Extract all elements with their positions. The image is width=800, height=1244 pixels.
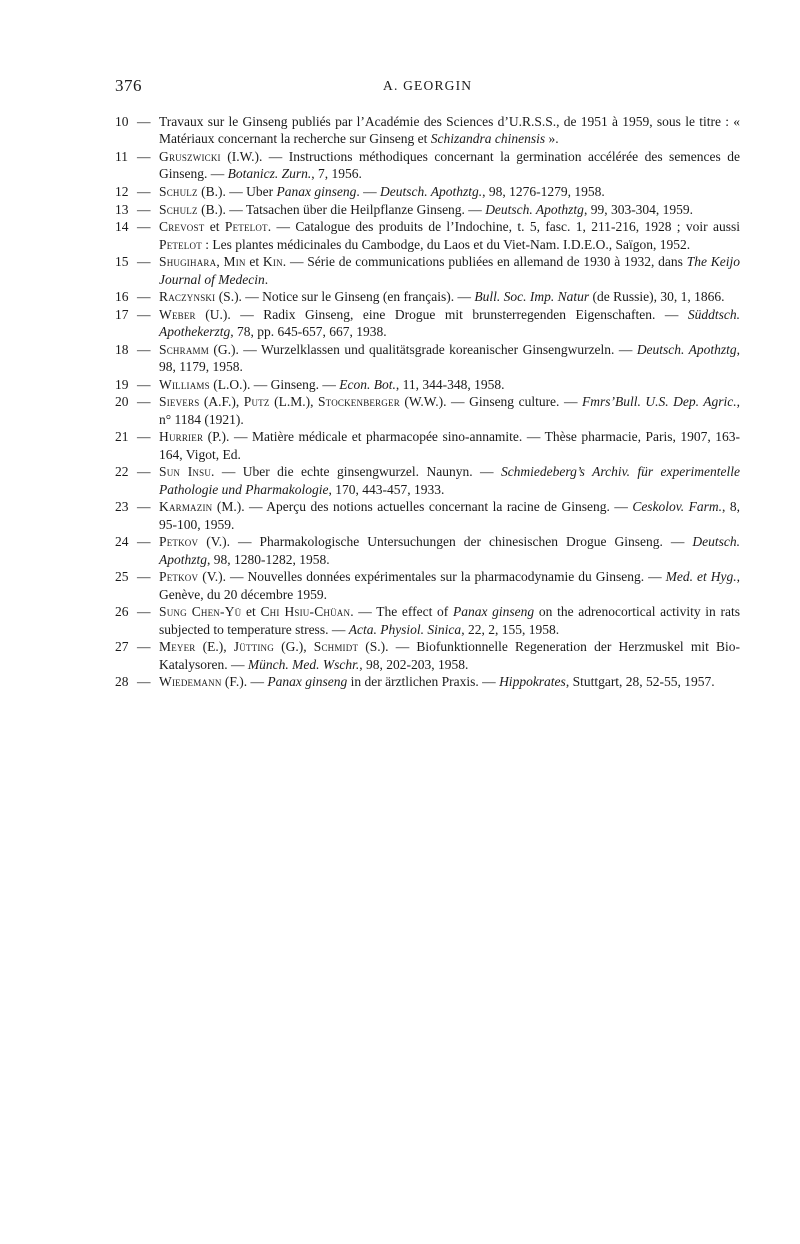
reference-text: Williams (L.O.). — Ginseng. — Econ. Bot., 11, 344-348, 1958.	[159, 376, 505, 392]
reference-entry	[115, 376, 740, 393]
reference-dash: —	[137, 499, 151, 515]
reference-entry	[115, 603, 740, 638]
reference-dash: —	[137, 394, 151, 410]
reference-entry	[115, 288, 740, 305]
reference-dash: —	[137, 639, 151, 655]
reference-entry	[115, 673, 740, 690]
reference-entry	[115, 113, 740, 148]
reference-dash: —	[137, 604, 151, 620]
reference-text: Wiedemann (F.). — Panax ginseng in der ärztlichen Praxis. — Hippokrates, Stuttgart, 28, 52-55, 1957.	[159, 674, 715, 690]
reference-text: Petkov (V.). — Pharmakologische Untersuchungen der chinesischen Drogue Ginseng. — Deutsch. Apothztg, 98, 1280-1282, 1958.	[159, 534, 740, 567]
reference-dash: —	[137, 184, 151, 199]
reference-text: Meyer (E.), Jütting (G.), Schmidt (S.). — Biofunktionnelle Regeneration der Herzmuskel mit Bio-Katalysoren. — Münch. Med. Wschr., 98, 202-203, 1958.	[159, 639, 740, 672]
reference-text: Gruszwicki (I.W.). — Instructions méthodiques concernant la germination accélérée des semences de Ginseng. — Botanicz. Zurn., 7, 1956.	[159, 149, 740, 182]
reference-text: Sun Insu. — Uber die echte ginsengwurzel. Naunyn. — Schmiedeberg’s Archiv. für experimentelle Pathologie und Pharmakologie, 170, 443-457, 1933.	[159, 464, 740, 497]
reference-entry	[115, 638, 740, 673]
reference-number: 23	[115, 499, 129, 515]
reference-entry	[115, 201, 740, 218]
reference-text: Travaux sur le Ginseng publiés par l’Académie des Sciences d’U.R.S.S., de 1951 à 1959, sous le titre : « Matériaux concernant la recherche sur Ginseng et Schizandra chinensis ».	[159, 114, 740, 147]
reference-number: 11	[115, 149, 128, 164]
reference-number: 14	[115, 219, 129, 235]
reference-number: 20	[115, 394, 129, 410]
reference-entry	[115, 393, 740, 428]
reference-dash: —	[137, 534, 151, 550]
reference-entry	[115, 463, 740, 498]
reference-entry	[115, 183, 740, 200]
reference-dash: —	[137, 219, 151, 235]
reference-dash: —	[137, 254, 151, 270]
reference-entry	[115, 341, 740, 376]
reference-text: Raczynski (S.). — Notice sur le Ginseng (en français). — Bull. Soc. Imp. Natur (de Russie), 30, 1, 1866.	[159, 289, 725, 305]
reference-number: 21	[115, 429, 129, 445]
reference-dash: —	[137, 114, 151, 129]
reference-text: Crevost et Petelot. — Catalogue des produits de l’Indochine, t. 5, fasc. 1, 211-216, 1928 ; voir aussi Petelot : Les plantes médicinales du Cambodge, du Laos et du Viet-Nam. I.D.E.O., Saïgon, 1952.	[159, 219, 740, 252]
reference-text: Karmazin (M.). — Aperçu des notions actuelles concernant la racine de Ginseng. — Ceskolov. Farm., 8, 95-100, 1959.	[159, 499, 741, 532]
reference-number: 19	[115, 376, 129, 392]
reference-text: Schramm (G.). — Wurzelklassen und qualitätsgrade koreanischer Ginsengwurzeln. — Deutsch. Apothztg, 98, 1179, 1958.	[159, 341, 740, 375]
reference-text: Sievers (A.F.), Putz (L.M.), Stockenberger (W.W.). — Ginseng culture. — Fmrs’Bull. U.S. Dep. Agric., n° 1184 (1921).	[159, 394, 740, 427]
reference-entry	[115, 253, 740, 288]
reference-number: 24	[115, 534, 129, 550]
reference-number: 27	[115, 639, 129, 655]
reference-number: 18	[115, 341, 129, 357]
reference-entry	[115, 218, 740, 253]
reference-entry	[115, 428, 740, 463]
reference-text: Petkov (V.). — Nouvelles données expérimentales sur la pharmacodynamie du Ginseng. — Med. et Hyg., Genève, du 20 décembre 1959.	[159, 569, 740, 602]
reference-text: Shugihara, Min et Kin. — Série de communications publiées en allemand de 1930 à 1932, dans The Keijo Journal of Medecin.	[159, 254, 741, 287]
reference-number: 26	[115, 604, 129, 620]
reference-dash: —	[137, 569, 151, 585]
reference-dash: —	[137, 201, 151, 217]
reference-text: Schulz (B.). — Tatsachen über die Heilpflanze Ginseng. — Deutsch. Apothztg, 99, 303-304, 1959.	[159, 201, 694, 217]
reference-dash: —	[137, 464, 151, 480]
reference-number: 16	[115, 289, 129, 305]
running-head: A. GEORGIN	[383, 78, 473, 93]
reference-number: 17	[115, 306, 129, 322]
reference-number: 10	[115, 114, 129, 129]
reference-dash: —	[137, 674, 151, 690]
reference-text: Weber (U.). — Radix Ginseng, eine Drogue mit brunsterregenden Eigenschaften. — Süddtsch. Apothekerztg, 78, pp. 645-657, 667, 1938.	[159, 306, 740, 340]
reference-dash: —	[137, 376, 151, 392]
reference-number: 22	[115, 464, 129, 480]
reference-entry	[115, 148, 740, 183]
reference-number: 12	[115, 184, 129, 199]
reference-dash: —	[137, 341, 151, 357]
reference-dash: —	[137, 289, 151, 305]
reference-text: Hurrier (P.). — Matière médicale et pharmacopée sino-annamite. — Thèse pharmacie, Paris, 1907, 163-164, Vigot, Ed.	[159, 429, 740, 462]
reference-number: 15	[115, 254, 129, 270]
page-header	[115, 76, 740, 96]
reference-number: 13	[115, 201, 129, 217]
reference-entry	[115, 568, 740, 603]
reference-entry	[115, 498, 740, 533]
reference-entry	[115, 306, 740, 341]
reference-text: Schulz (B.). — Uber Panax ginseng. — Deutsch. Apothztg., 98, 1276-1279, 1958.	[159, 184, 605, 199]
reference-text: Sung Chen-Yü et Chi Hsiu-Chüan. — The effect of Panax ginseng on the adrenocortical activity in rats subjected to temperature stress. — Acta. Physiol. Sinica, 22, 2, 155, 1958.	[159, 604, 740, 637]
reference-entry	[115, 533, 740, 568]
reference-dash: —	[137, 149, 151, 164]
reference-number: 28	[115, 674, 129, 690]
reference-number: 25	[115, 569, 129, 585]
reference-dash: —	[137, 429, 151, 445]
reference-dash: —	[137, 306, 151, 322]
reference-list	[115, 113, 740, 691]
page-number: 376	[115, 76, 142, 95]
